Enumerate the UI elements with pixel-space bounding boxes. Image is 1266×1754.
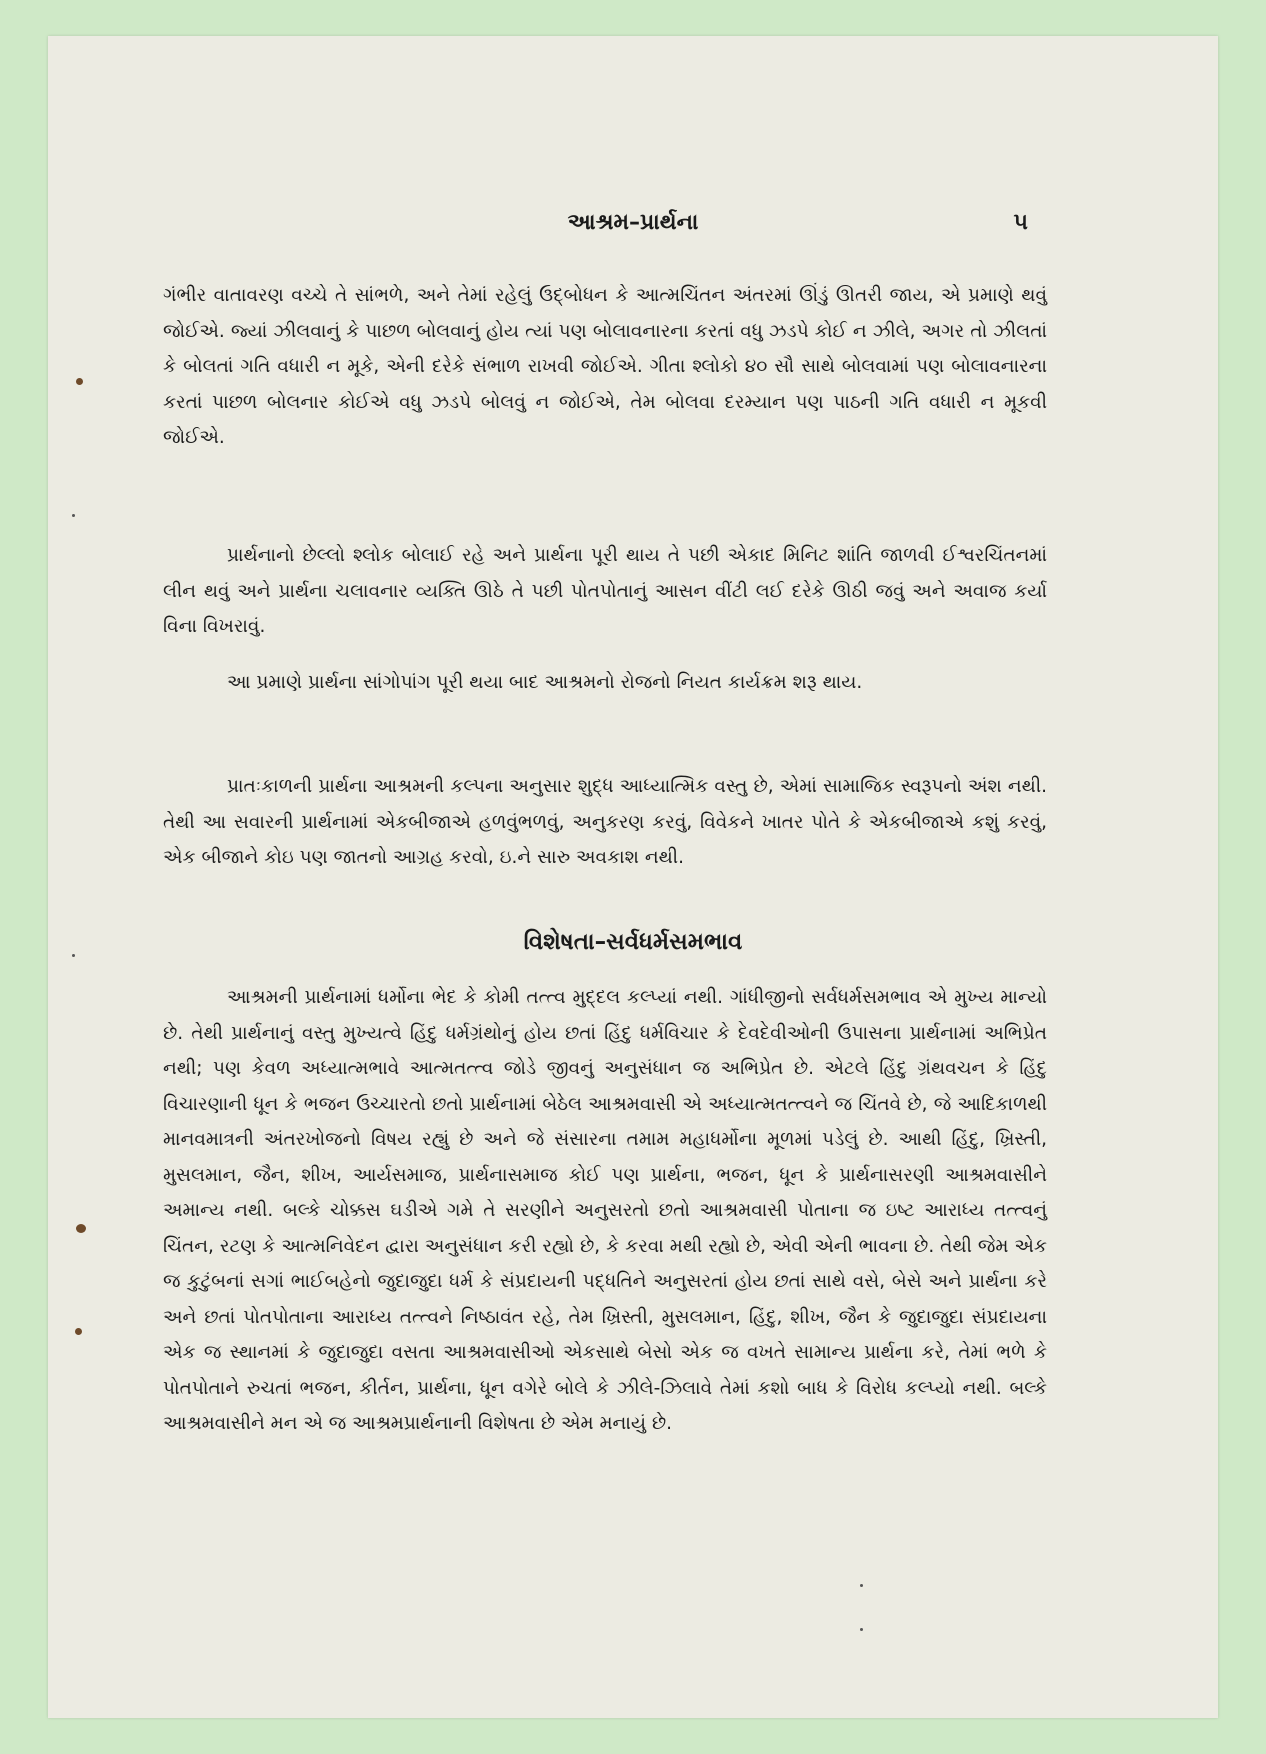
paragraph-4 — [163, 769, 1047, 876]
section-heading: વિશેષતા–સર્વધર્મસમભાવ — [523, 929, 743, 955]
paper-stain — [76, 1224, 86, 1233]
paper-speck — [860, 1584, 863, 1587]
paragraph-3 — [163, 665, 1047, 701]
paragraph-text: પ્રાર્થનાનો છેલ્લો શ્લોક બોલાઈ રહે અને પ્રાર્થના પૂરી થાય તે પછી એકાદ મિનિટ શાંતિ જાળવી ઈશ્વરચિંતનમાં લીન થવું અને પ્રાર્થના ચલાવનાર વ્યક્તિ ઊઠે તે પછી પોતપોતાનું આસન વીંટી લઈ દરેકે ઊઠી જવું અને અવાજ કર્યા વિના વિખરાવું. — [163, 545, 1047, 637]
paper-speck — [72, 514, 75, 517]
paragraph-2 — [163, 538, 1047, 645]
section-paragraph — [163, 980, 1047, 1442]
page-number: ૫ — [1013, 210, 1028, 235]
paragraph-text: પ્રાતઃકાળની પ્રાર્થના આશ્રમની કલ્પના અનુસાર શુદ્ધ આધ્યાત્મિક વસ્તુ છે, એમાં સામાજિક સ્વરૂપનો અંશ નથી. તેથી આ સવારની પ્રાર્થનામાં એકબીજાએ હળવુંભળવું, અનુકરણ કરવું, વિવેકને ખાતર પોતે કે એકબીજાએ કશું કરવું, એક બીજાને કોઇ પણ જાતનો આગ્રહ કરવો, ઇ.ને સારુ અવકાશ નથી. — [163, 776, 1047, 868]
header-title: આશ્રમ–પ્રાર્થના — [567, 210, 699, 235]
paper-stain — [75, 1328, 82, 1335]
paper-speck — [72, 954, 75, 957]
paragraph-text: આ પ્રમાણે પ્રાર્થના સાંગોપાંગ પૂરી થયા બાદ આશ્રમનો રોજનો નિયત કાર્યક્રમ શરૂ થાય. — [227, 672, 863, 693]
paragraph-1 — [163, 278, 1047, 456]
paragraph-text: ગંભીર વાતાવરણ વચ્ચે તે સાંભળે, અને તેમાં રહેલું ઉદ્‌બોધન કે આત્મચિંતન અંતરમાં ઊંડું ઊતરી જાય, એ પ્રમાણે થવું જોઈએ. જ્યાં ઝીલવાનું કે પાછળ બોલવાનું હોય ત્યાં પણ બોલાવનારના કરતાં વધુ ઝડપે કોઈ ન ઝીલે, અગર તો ઝીલતાં કે બોલતાં ગતિ વધારી ન મૂકે, એની દરેકે સંભાળ રાખવી જોઈએ. ગીતા શ્લોકો ૪૦ સૌ સાથે બોલવામાં પણ બોલાવનારના કરતાં પાછળ બોલનાર કોઈએ વધુ ઝડપે બોલવું ન જોઈએ, તેમ બોલવા દરમ્યાન પણ પાઠની ગતિ વધારી ન મૂકવી જોઈએ. — [163, 285, 1047, 448]
running-header — [48, 204, 1218, 248]
document-page — [48, 36, 1218, 1718]
paper-speck — [860, 1628, 863, 1631]
paper-stain — [76, 378, 83, 385]
paragraph-text: આશ્રમની પ્રાર્થનામાં ધર્મોના ભેદ કે કોમી તત્ત્વ મુદ્દલ કલ્પ્યાં નથી. ગાંધીજીનો સર્વધર્મસમભાવ એ મુખ્ય માન્યો છે. તેથી પ્રાર્થનાનું વસ્તુ મુખ્યત્વે હિંદુ ધર્મગ્રંથોનું હોય છતાં હિંદુ ધર્મવિચાર કે દેવદેવીઓની ઉપાસના પ્રાર્થનામાં અભિપ્રેત નથી; પણ કેવળ અધ્યાત્મભાવે આત્મતત્ત્વ જોડે જીવનું અનુસંધાન જ અભિપ્રેત છે. એટલે હિંદુ ગ્રંથવચન કે હિંદુ વિચારણાની ધૂન કે ભજન ઉચ્ચારતો છતો પ્રાર્થનામાં બેઠેલ આશ્રમવાસી એ અધ્યાત્મતત્ત્વને જ ચિંતવે છે, જે આદિકાળથી માનવમાત્રની અંતરખોજનો વિષય રહ્યું છે અને જે સંસારના તમામ મહાધર્મોના મૂળમાં પડેલું છે. આથી હિંદુ, ખ્રિસ્તી, મુસલમાન, જૈન, શીખ, આર્યસમાજ, પ્રાર્થનાસમાજ કોઈ પણ પ્રાર્થના, ભજન, ધૂન કે પ્રાર્થનાસરણી આશ્રમવાસીને અમાન્ય નથી. બલ્કે ચોક્કસ ઘડીએ ગમે તે સરણીને અનુસરતો છતો આશ્રમવાસી પોતાના જ ઇષ્ટ આરાધ્ય તત્ત્વનું ચિંતન, રટણ કે આત્મનિવેદન દ્વારા અનુસંધાન કરી રહ્યો છે, કે કરવા મથી રહ્યો છે, એવી એની ભાવના છે. તેથી જેમ એક જ કુટુંબનાં સગાં ભાઈબહેનો જુદાજુદા ધર્મ કે સંપ્રદાયની પદ્ધતિને અનુસરતાં હોય છતાં સાથે વસે, બેસે અને પ્રાર્થના કરે અને છતાં પોતપોતાના આરાધ્ય તત્ત્વને નિષ્ઠાવંત રહે, તેમ ખ્રિસ્તી, મુસલમાન, હિંદુ, શીખ, જૈન કે જુદાજુદા સંપ્રદાયના એક જ સ્થાનમાં કે જુદાજુદા વસતા આશ્રમવાસીઓ એકસાથે બેસો એક જ વખતે સામાન્ય પ્રાર્થના કરે, તેમાં ભળે કે પોતપોતાને રુચતાં ભજન, કીર્તન, પ્રાર્થના, ધૂન વગેરે બોલે કે ઝીલે-ઝિલાવે તેમાં કશો બાધ કે વિરોધ કલ્પ્યો નથી. બલ્કે આશ્રમવાસીને મન એ જ આશ્રમપ્રાર્થનાની વિશેષતા છે એમ મનાયું છે. — [163, 987, 1047, 1434]
